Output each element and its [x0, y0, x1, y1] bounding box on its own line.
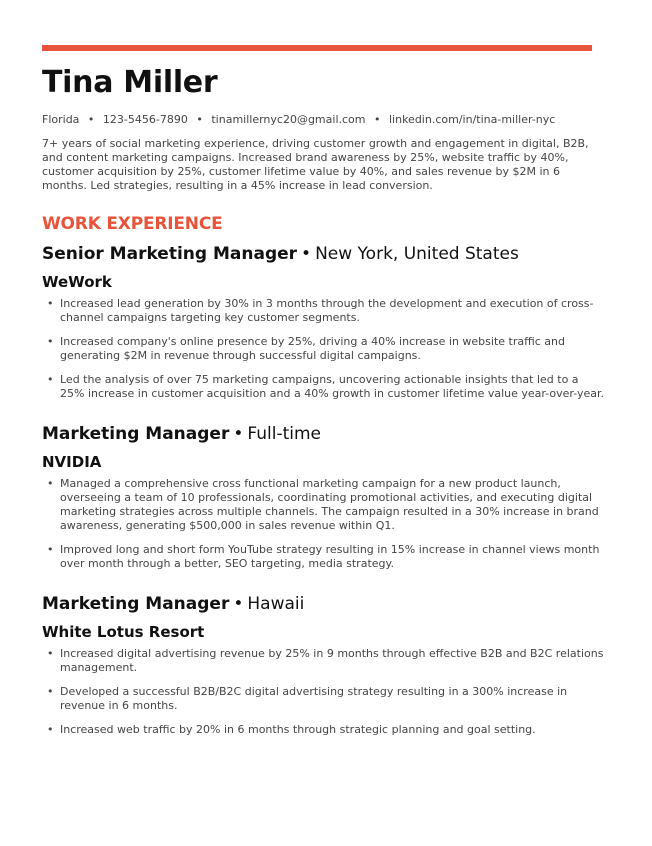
section-title-work-experience: WORK EXPERIENCE — [42, 214, 223, 234]
achievement-item: • Increased company's online presence by 25%, driving a 40% increase in website traffic and generating $2M in revenue through successful digital campaigns. — [42, 335, 605, 363]
job-achievements-list — [42, 477, 607, 571]
job-entry — [42, 423, 607, 571]
achievement-item: • Improved long and short form YouTube strategy resulting in 15% increase in channel views month over month through a better, SEO targeting, media strategy. — [42, 543, 605, 571]
job-title-line — [42, 423, 607, 445]
contact-separator: • — [374, 113, 381, 126]
contact-line — [42, 112, 607, 128]
contact-separator: • — [87, 113, 95, 126]
job-detail: New York, United States — [315, 244, 519, 264]
job-title-separator: • — [233, 594, 244, 614]
job-detail: Full-time — [247, 424, 321, 444]
job-role: Senior Marketing Manager — [42, 244, 298, 264]
contact-phone: 123-5456-7890 — [102, 113, 188, 126]
achievement-item: • Increased lead generation by 30% in 3 months through the development and execution of cross-channel campaigns targeting key customer segments. — [42, 297, 605, 325]
achievement-item: • Developed a successful B2B/B2C digital advertising strategy resulting in a 300% increase in revenue in 6 months. — [42, 685, 605, 713]
job-title-line — [42, 593, 607, 615]
contact-location: Florida — [42, 113, 80, 126]
achievement-item: • Increased web traffic by 20% in 6 months through strategic planning and goal setting. — [42, 723, 605, 737]
job-company: WeWork — [42, 273, 112, 291]
contact-email: tinamillernyc20@gmail.com — [211, 113, 366, 126]
job-entry — [42, 593, 607, 737]
achievement-item: • Increased digital advertising revenue by 25% in 9 months through effective B2B and B2C relations management. — [42, 647, 605, 675]
header-accent-bar — [42, 45, 592, 51]
contact-linkedin: linkedin.com/in/tina-miller-nyc — [389, 113, 556, 126]
job-title-separator: • — [233, 424, 244, 444]
job-achievements-list — [42, 647, 607, 737]
job-company: White Lotus Resort — [42, 623, 205, 641]
job-title-separator: • — [301, 244, 312, 264]
job-achievements-list — [42, 297, 607, 401]
contact-separator: • — [196, 113, 203, 126]
achievement-item: • Managed a comprehensive cross functional marketing campaign for a new product launch, overseeing a team of 10 professionals, coordinating promotional activities, and executing digital marketing strategies across multiple channels. The campaign resulted in a 30% increase in brand awareness, generating $500,000 in sales revenue within Q1. — [42, 477, 605, 533]
candidate-name: Tina Miller — [42, 65, 218, 100]
resume-page — [42, 45, 607, 747]
job-title-line — [42, 243, 607, 265]
job-detail: Hawaii — [247, 594, 305, 614]
job-company: NVIDIA — [42, 453, 102, 471]
job-role: Marketing Manager — [42, 424, 230, 444]
job-role: Marketing Manager — [42, 594, 230, 614]
achievement-item: • Led the analysis of over 75 marketing campaigns, uncovering actionable insights that led to a 25% increase in customer acquisition and a 40% growth in customer lifetime value year-over-year. — [42, 373, 605, 401]
job-entry — [42, 243, 607, 401]
professional-summary: 7+ years of social marketing experience, driving customer growth and engagement in digital, B2B, and content marketing campaigns. Increased brand awareness by 25%, website traffic by 40%, customer acquisition by 25%, customer lifetime value by 40%, and sales revenue by $2M in 6 months. Led strategies, resulting in a 45% increase in lead conversion. — [42, 137, 589, 192]
